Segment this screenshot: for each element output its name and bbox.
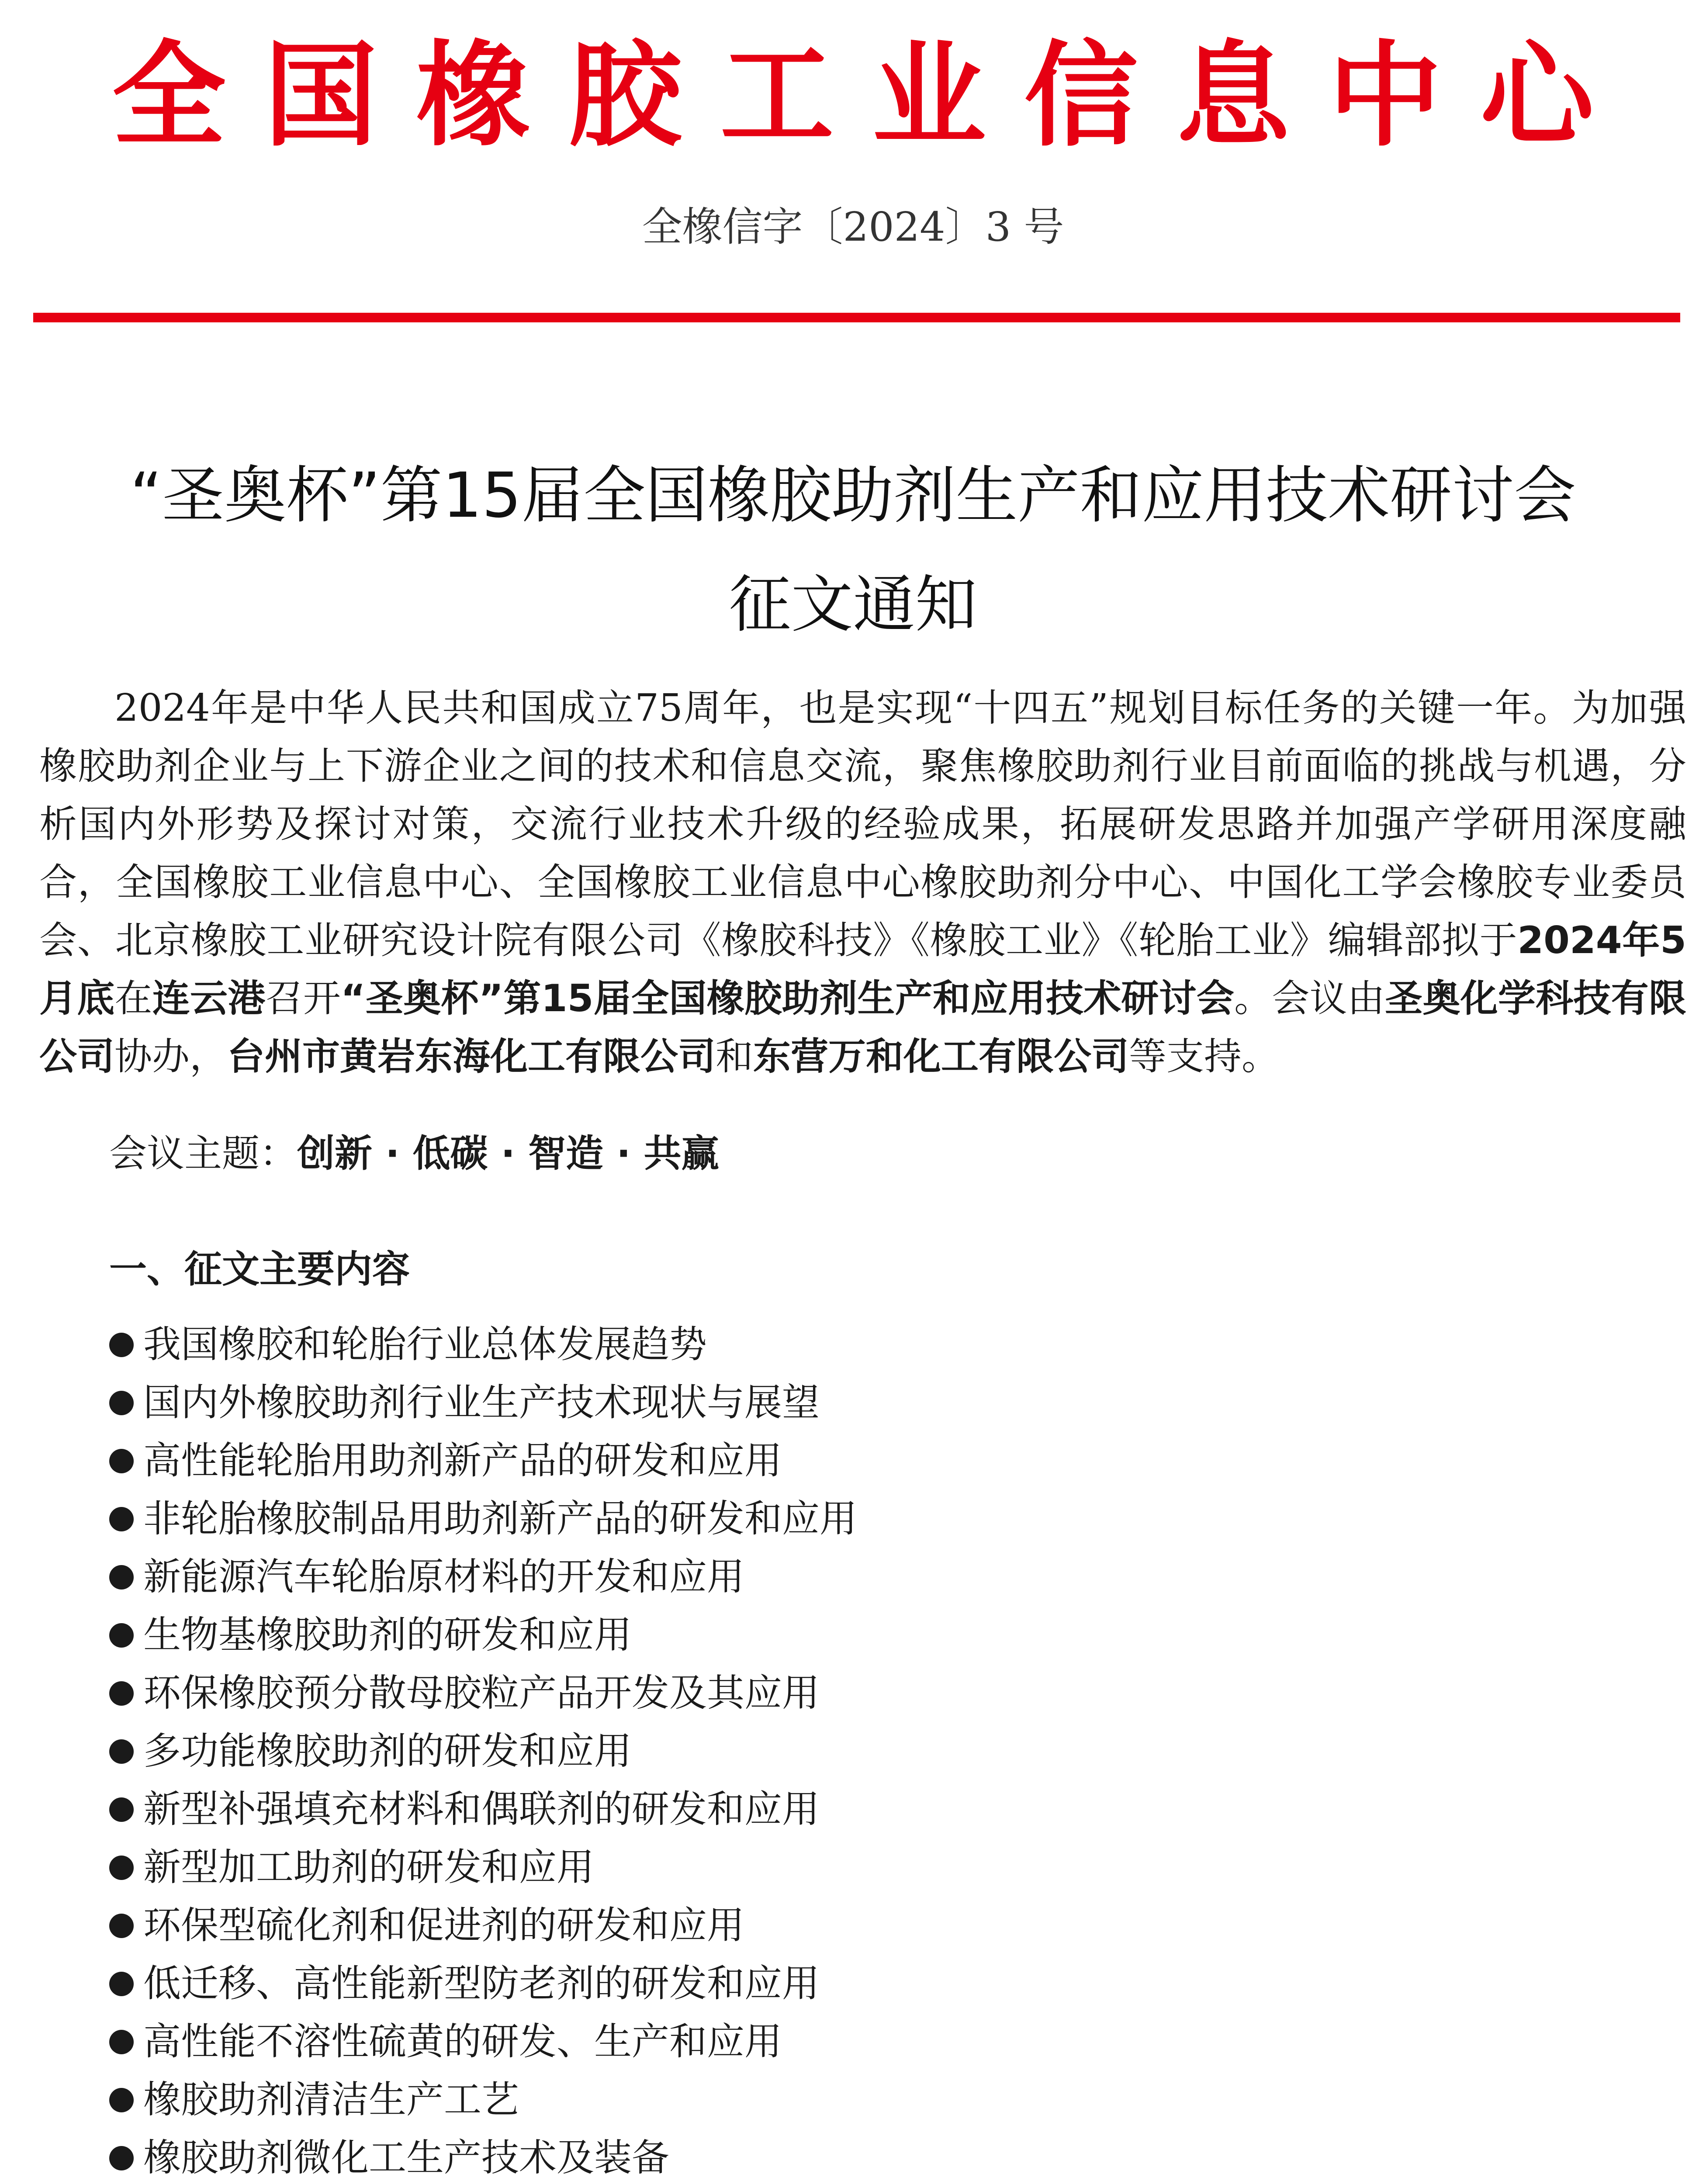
bullet-dot-icon bbox=[109, 1856, 134, 1880]
topic-item: 橡胶助剂微化工生产技术及装备 bbox=[109, 2129, 857, 2184]
supporter-1: 台州市黄岩东海化工有限公司 bbox=[227, 1035, 716, 1078]
intro-text-5: 协办， bbox=[114, 1035, 227, 1078]
topic-item: 高性能轮胎用助剂新产品的研发和应用 bbox=[109, 1432, 857, 1490]
notice-title bbox=[0, 441, 1706, 660]
bullet-dot-icon bbox=[109, 1391, 134, 1415]
meeting-theme-label: 会议主题： bbox=[109, 1132, 297, 1175]
topic-item: 生物基橡胶助剂的研发和应用 bbox=[109, 1606, 857, 1664]
topic-item: 我国橡胶和轮胎行业总体发展趋势 bbox=[109, 1316, 857, 1374]
bullet-dot-icon bbox=[109, 1972, 134, 1996]
bullet-dot-icon bbox=[109, 1507, 134, 1531]
topic-item: 环保型硫化剂和促进剂的研发和应用 bbox=[109, 1897, 857, 1955]
meeting-date: 2024年5月底 bbox=[39, 919, 1687, 1020]
section-heading-topics: 一、征文主要内容 bbox=[109, 1248, 410, 1291]
meeting-theme-value: 创新 · 低碳 · 智造 · 共赢 bbox=[297, 1132, 719, 1175]
topic-item: 国内外橡胶助剂行业生产技术现状与展望 bbox=[109, 1374, 857, 1432]
topic-item: 多功能橡胶助剂的研发和应用 bbox=[109, 1722, 857, 1780]
intro-paragraph bbox=[39, 679, 1686, 1086]
organization-masthead: 全国橡胶工业信息中心 bbox=[112, 30, 1633, 162]
bullet-dot-icon bbox=[109, 1681, 134, 1706]
topic-item: 橡胶助剂清洁生产工艺 bbox=[109, 2071, 857, 2129]
intro-text-1: 2024年是中华人民共和国成立75周年，也是实现“十四五”规划目标任务的关键一年。为加强橡胶助剂企业与上下游企业之间的技术和信息交流，聚焦橡胶助剂行业目前面临的挑战与机遇，分析国内外形势及探讨对策，交流行业技术升级的经验成果，拓展研发思路并加强产学研用深度融合，全国橡胶工业信息中心、全国橡胶工业信息中心橡胶助剂分中心、中国化工学会橡胶专业委员会、北京橡胶工业研究设计院有限公司《橡胶科技》《橡胶工业》《轮胎工业》编辑部拟于 bbox=[39, 686, 1686, 962]
bullet-dot-icon bbox=[109, 1623, 134, 1648]
bullet-dot-icon bbox=[109, 1914, 134, 1938]
supporter-2: 东营万和化工有限公司 bbox=[753, 1035, 1129, 1078]
topic-item: 非轮胎橡胶制品用助剂新产品的研发和应用 bbox=[109, 1490, 857, 1548]
conference-name: “圣奥杯”第15届全国橡胶助剂生产和应用技术研讨会 bbox=[341, 977, 1235, 1020]
topic-item: 新型加工助剂的研发和应用 bbox=[109, 1838, 857, 1897]
intro-text-3: 召开 bbox=[265, 977, 341, 1020]
topic-item: 低迁移、高性能新型防老剂的研发和应用 bbox=[109, 1955, 857, 2013]
co-organizer: 圣奥化学科技有限公司 bbox=[39, 977, 1687, 1078]
topic-item: 新能源汽车轮胎原材料的开发和应用 bbox=[109, 1548, 857, 1606]
bullet-dot-icon bbox=[109, 2146, 134, 2170]
topic-item: 新型补强填充材料和偶联剂的研发和应用 bbox=[109, 1780, 857, 1838]
intro-text-6: 和 bbox=[716, 1035, 753, 1078]
bullet-dot-icon bbox=[109, 1333, 134, 1357]
meeting-theme bbox=[109, 1125, 719, 1183]
document-number: 全橡信字〔2024〕3 号 bbox=[642, 204, 1064, 250]
notice-title-line-1: “圣奥杯”第15届全国橡胶助剂生产和应用技术研讨会 bbox=[130, 460, 1576, 532]
intro-paragraph-block bbox=[39, 679, 1686, 1086]
topic-item: 环保橡胶预分散母胶粒产品开发及其应用 bbox=[109, 1664, 857, 1722]
bullet-dot-icon bbox=[109, 1739, 134, 1764]
bullet-dot-icon bbox=[109, 2030, 134, 2054]
bullet-dot-icon bbox=[109, 2088, 134, 2112]
bullet-dot-icon bbox=[109, 1449, 134, 1473]
meeting-city: 连云港 bbox=[152, 977, 266, 1020]
topic-list bbox=[109, 1316, 857, 2184]
masthead-red-rule bbox=[33, 313, 1680, 322]
topic-item: 高性能不溶性硫黄的研发、生产和应用 bbox=[109, 2013, 857, 2071]
bullet-dot-icon bbox=[109, 1565, 134, 1590]
notice-title-line-2: 征文通知 bbox=[729, 569, 977, 641]
bullet-dot-icon bbox=[109, 1797, 134, 1822]
intro-text-4: 。会议由 bbox=[1234, 977, 1385, 1020]
intro-text-2: 在 bbox=[114, 977, 152, 1020]
intro-text-7: 等支持。 bbox=[1129, 1035, 1279, 1078]
